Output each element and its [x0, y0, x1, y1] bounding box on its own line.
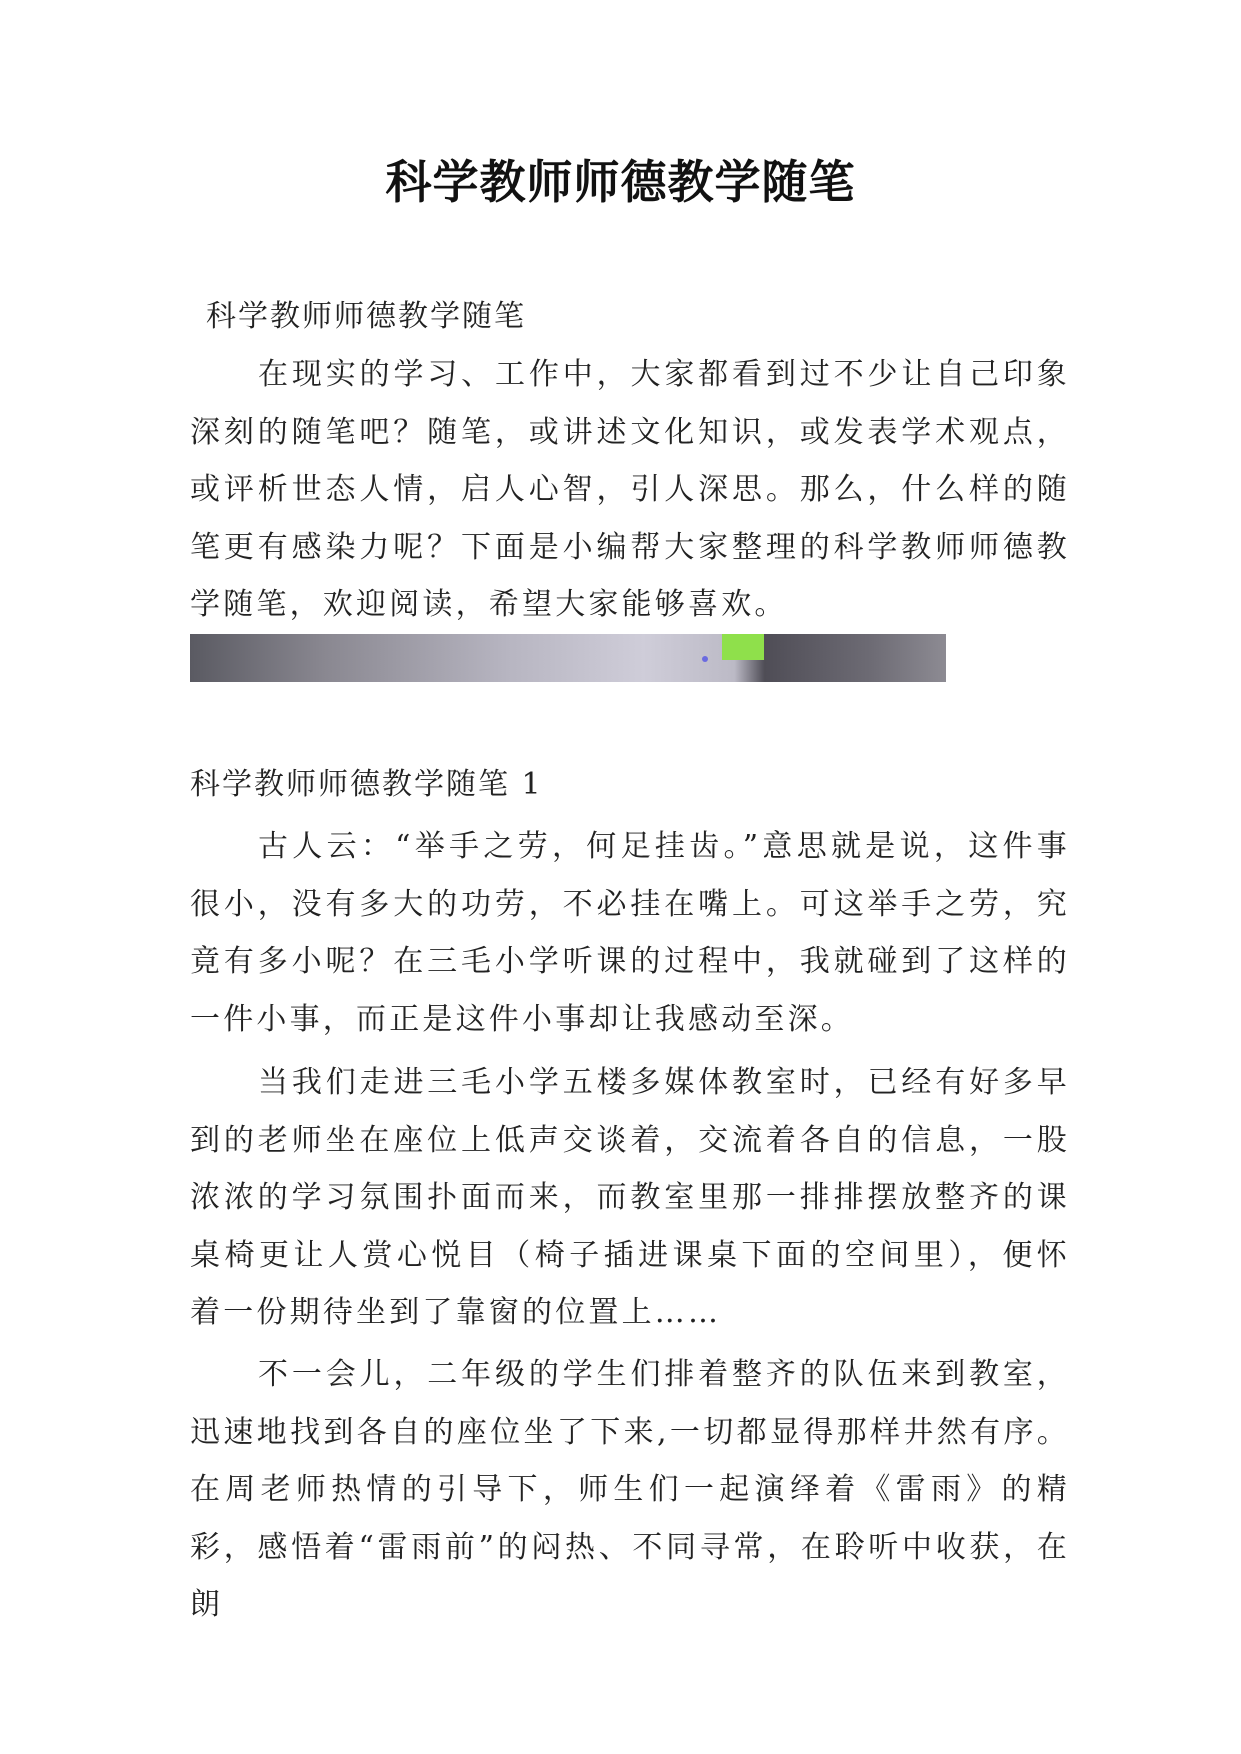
body-paragraph-2: 当我们走进三毛小学五楼多媒体教室时，已经有好多早到的老师坐在座位上低声交谈着，交流着各自的信息，一股浓浓的学习氛围扑面而来，而教室里那一排排摆放整齐的课桌椅更让人赏心悦目（椅子插进课桌下面的空间里），便怀着一份期待坐到了靠窗的位置上…… — [190, 1065, 1070, 1330]
document-title: 科学教师师德教学随笔 — [385, 155, 856, 209]
photo-dot — [702, 656, 708, 662]
section-heading: 科学教师师德教学随笔 1 — [190, 767, 543, 802]
document-subtitle: 科学教师师德教学随笔 — [206, 299, 526, 334]
cropped-photo-image — [190, 634, 946, 682]
body-paragraph-1: 古人云：“举手之劳，何足挂齿。”意思就是说，这件事很小，没有多大的功劳，不必挂在嘴上。可这举手之劳，究竟有多小呢？在三毛小学听课的过程中，我就碰到了这样的一件小事，而正是这件小事却让我感动至深。 — [190, 829, 1070, 1037]
intro-paragraph: 在现实的学习、工作中，大家都看到过不少让自己印象深刻的随笔吧？随笔，或讲述文化知识，或发表学术观点，或评析世态人情，启人心智，引人深思。那么，什么样的随笔更有感染力呢？下面是小编帮大家整理的科学教师师德教学随笔，欢迎阅读，希望大家能够喜欢。 — [190, 357, 1070, 622]
body-paragraph-3: 不一会儿，二年级的学生们排着整齐的队伍来到教室，迅速地找到各自的座位坐了下来,一切都显得那样井然有序。在周老师热情的引导下，师生们一起演绎着《雷雨》的精彩，感悟着“雷雨前”的闷热、不同寻常，在聆听中收获，在朗 — [190, 1357, 1070, 1622]
photo-green-patch — [722, 634, 764, 660]
